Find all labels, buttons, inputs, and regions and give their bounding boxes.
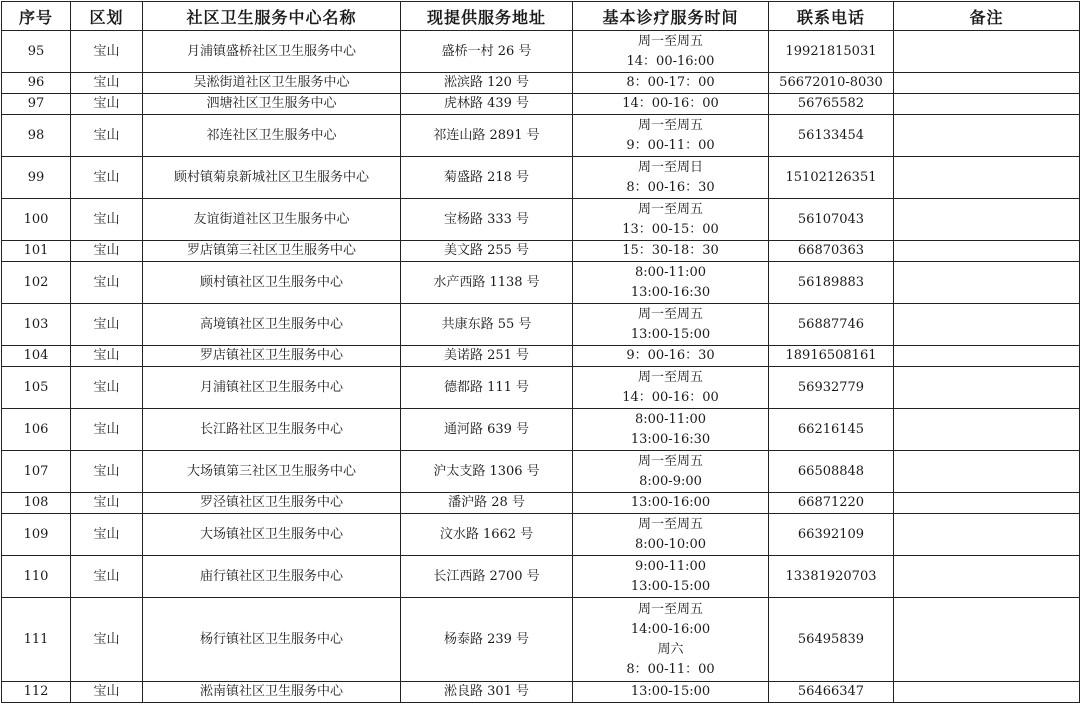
- cell-note: [894, 493, 1080, 514]
- cell-phone: 66870363: [769, 241, 894, 262]
- cell-phone: 66392109: [769, 514, 894, 556]
- hours-line: 13:00-16:30: [630, 284, 711, 300]
- cell-district: 宝山: [71, 367, 143, 409]
- cell-note: [894, 31, 1080, 73]
- cell-hours: [573, 31, 769, 73]
- cell-address: 潘沪路 28 号: [401, 493, 573, 514]
- cell-district: 宝山: [71, 199, 143, 241]
- hours-line: 周一至周五: [637, 453, 703, 469]
- cell-address: 祁连山路 2891 号: [401, 115, 573, 157]
- table-row: [2, 241, 1080, 262]
- cell-name: 罗店镇社区卫生服务中心: [143, 346, 401, 367]
- cell-name: 淞南镇社区卫生服务中心: [143, 682, 401, 703]
- cell-note: [894, 262, 1080, 304]
- cell-hours: [573, 451, 769, 493]
- table-row: [2, 556, 1080, 598]
- hours-line: 13:00-15:00: [630, 684, 711, 699]
- hours-line: 8：00-16：30: [626, 179, 715, 195]
- hours-line: 周一至周五: [637, 601, 703, 617]
- cell-address: 美文路 255 号: [401, 241, 573, 262]
- cell-hours: [573, 409, 769, 451]
- hours-line: 周一至周五: [637, 201, 703, 217]
- cell-phone: 15102126351: [769, 157, 894, 199]
- cell-phone: 56672010-8030: [769, 73, 894, 94]
- table-body: [2, 31, 1080, 703]
- cell-hours: [573, 367, 769, 409]
- hours-line: 8:00-10:00: [634, 536, 707, 552]
- header-address: 现提供服务地址: [401, 2, 573, 31]
- header-hours: 基本诊疗服务时间: [573, 2, 769, 31]
- cell-no: 108: [2, 493, 71, 514]
- cell-note: [894, 451, 1080, 493]
- cell-district: 宝山: [71, 115, 143, 157]
- table-row: [2, 262, 1080, 304]
- cell-phone: 56107043: [769, 199, 894, 241]
- table-row: [2, 157, 1080, 199]
- hours-line: 周一至周五: [637, 33, 703, 49]
- hours-line: 13:00-15:00: [630, 578, 711, 594]
- cell-name: 杨行镇社区卫生服务中心: [143, 598, 401, 682]
- hours-line: 8：00-17：00: [626, 75, 715, 90]
- cell-note: [894, 157, 1080, 199]
- hours-line: 13:00-15:00: [630, 326, 711, 342]
- cell-no: 96: [2, 73, 71, 94]
- cell-note: [894, 556, 1080, 598]
- cell-no: 110: [2, 556, 71, 598]
- cell-district: 宝山: [71, 556, 143, 598]
- cell-phone: 18916508161: [769, 346, 894, 367]
- header-district: 区划: [71, 2, 143, 31]
- cell-phone: 66216145: [769, 409, 894, 451]
- cell-no: 112: [2, 682, 71, 703]
- header-row: [2, 2, 1080, 31]
- cell-phone: 13381920703: [769, 556, 894, 598]
- cell-phone: 56133454: [769, 115, 894, 157]
- cell-note: [894, 346, 1080, 367]
- cell-name: 友谊街道社区卫生服务中心: [143, 199, 401, 241]
- cell-address: 菊盛路 218 号: [401, 157, 573, 199]
- cell-note: [894, 367, 1080, 409]
- cell-hours: [573, 598, 769, 682]
- cell-note: [894, 241, 1080, 262]
- table-row: [2, 409, 1080, 451]
- cell-name: 长江路社区卫生服务中心: [143, 409, 401, 451]
- cell-district: 宝山: [71, 682, 143, 703]
- cell-district: 宝山: [71, 241, 143, 262]
- cell-name: 庙行镇社区卫生服务中心: [143, 556, 401, 598]
- hours-line: 周六: [657, 641, 684, 657]
- table-row: [2, 598, 1080, 682]
- cell-address: 长江西路 2700 号: [401, 556, 573, 598]
- cell-no: 97: [2, 94, 71, 115]
- cell-district: 宝山: [71, 514, 143, 556]
- hours-line: 8：00-11：00: [626, 661, 715, 677]
- hours-line: 周一至周五: [637, 516, 703, 532]
- hours-line: 9:00-11:00: [634, 558, 707, 574]
- cell-hours: [573, 304, 769, 346]
- hours-line: 周一至周五: [637, 306, 703, 322]
- cell-hours: [573, 73, 769, 94]
- cell-hours: [573, 682, 769, 703]
- cell-no: 105: [2, 367, 71, 409]
- hours-line: 14:00-16:00: [630, 621, 711, 637]
- cell-no: 102: [2, 262, 71, 304]
- cell-address: 虎林路 439 号: [401, 94, 573, 115]
- cell-district: 宝山: [71, 73, 143, 94]
- cell-district: 宝山: [71, 598, 143, 682]
- cell-address: 汶水路 1662 号: [401, 514, 573, 556]
- cell-address: 淞良路 301 号: [401, 682, 573, 703]
- hours-line: 15：30-18：30: [622, 243, 719, 258]
- cell-address: 共康东路 55 号: [401, 304, 573, 346]
- cell-hours: [573, 514, 769, 556]
- cell-phone: 56932779: [769, 367, 894, 409]
- cell-name: 大场镇第三社区卫生服务中心: [143, 451, 401, 493]
- cell-phone: 56887746: [769, 304, 894, 346]
- hours-line: 8:00-11:00: [634, 411, 707, 427]
- cell-phone: 56495839: [769, 598, 894, 682]
- cell-name: 泗塘社区卫生服务中心: [143, 94, 401, 115]
- cell-district: 宝山: [71, 31, 143, 73]
- cell-phone: 56466347: [769, 682, 894, 703]
- cell-hours: [573, 262, 769, 304]
- cell-hours: [573, 94, 769, 115]
- header-phone: 联系电话: [769, 2, 894, 31]
- hours-line: 周一至周五: [637, 117, 703, 133]
- cell-hours: [573, 493, 769, 514]
- cell-address: 水产西路 1138 号: [401, 262, 573, 304]
- cell-note: [894, 94, 1080, 115]
- hours-line: 14：00-16:00: [626, 53, 715, 69]
- table-row: [2, 304, 1080, 346]
- cell-hours: [573, 199, 769, 241]
- cell-name: 吴淞街道社区卫生服务中心: [143, 73, 401, 94]
- cell-address: 通河路 639 号: [401, 409, 573, 451]
- header-note: 备注: [894, 2, 1080, 31]
- cell-note: [894, 598, 1080, 682]
- table-row: [2, 451, 1080, 493]
- table-row: [2, 94, 1080, 115]
- cell-note: [894, 73, 1080, 94]
- cell-no: 107: [2, 451, 71, 493]
- header-no: 序号: [2, 2, 71, 31]
- cell-no: 100: [2, 199, 71, 241]
- cell-no: 95: [2, 31, 71, 73]
- table-row: [2, 493, 1080, 514]
- hours-line: 9：00-16：30: [626, 348, 715, 363]
- cell-district: 宝山: [71, 304, 143, 346]
- cell-note: [894, 409, 1080, 451]
- cell-address: 淞滨路 120 号: [401, 73, 573, 94]
- cell-note: [894, 115, 1080, 157]
- cell-no: 99: [2, 157, 71, 199]
- cell-district: 宝山: [71, 451, 143, 493]
- table-row: [2, 199, 1080, 241]
- table-row: [2, 346, 1080, 367]
- cell-name: 顾村镇社区卫生服务中心: [143, 262, 401, 304]
- table-row: [2, 115, 1080, 157]
- cell-name: 月浦镇社区卫生服务中心: [143, 367, 401, 409]
- hours-line: 8:00-9:00: [639, 473, 702, 489]
- cell-name: 大场镇社区卫生服务中心: [143, 514, 401, 556]
- cell-phone: 66508848: [769, 451, 894, 493]
- cell-note: [894, 199, 1080, 241]
- cell-no: 98: [2, 115, 71, 157]
- hours-line: 14：00-16：00: [622, 389, 719, 405]
- cell-no: 111: [2, 598, 71, 682]
- cell-hours: [573, 115, 769, 157]
- cell-no: 103: [2, 304, 71, 346]
- cell-note: [894, 514, 1080, 556]
- hours-line: 9：00-11：00: [626, 137, 715, 153]
- cell-district: 宝山: [71, 94, 143, 115]
- cell-no: 101: [2, 241, 71, 262]
- cell-hours: [573, 157, 769, 199]
- header-name: 社区卫生服务中心名称: [143, 2, 401, 31]
- hours-line: 13:00-16:30: [630, 431, 711, 447]
- hours-line: 14：00-16：00: [622, 96, 719, 111]
- cell-district: 宝山: [71, 262, 143, 304]
- cell-name: 罗店镇第三社区卫生服务中心: [143, 241, 401, 262]
- cell-note: [894, 304, 1080, 346]
- cell-phone: 56189883: [769, 262, 894, 304]
- cell-address: 沪太支路 1306 号: [401, 451, 573, 493]
- cell-name: 顾村镇菊泉新城社区卫生服务中心: [143, 157, 401, 199]
- cell-district: 宝山: [71, 157, 143, 199]
- hours-line: 周一至周日: [637, 159, 703, 175]
- cell-name: 月浦镇盛桥社区卫生服务中心: [143, 31, 401, 73]
- cell-no: 109: [2, 514, 71, 556]
- table-row: [2, 682, 1080, 703]
- cell-hours: [573, 346, 769, 367]
- hours-line: 周一至周五: [637, 369, 703, 385]
- cell-no: 106: [2, 409, 71, 451]
- hours-line: 13:00-16:00: [630, 495, 711, 510]
- cell-address: 德都路 111 号: [401, 367, 573, 409]
- cell-name: 高境镇社区卫生服务中心: [143, 304, 401, 346]
- table-row: [2, 31, 1080, 73]
- cell-address: 宝杨路 333 号: [401, 199, 573, 241]
- cell-address: 杨泰路 239 号: [401, 598, 573, 682]
- cell-district: 宝山: [71, 493, 143, 514]
- table-row: [2, 73, 1080, 94]
- table-row: [2, 367, 1080, 409]
- cell-name: 祁连社区卫生服务中心: [143, 115, 401, 157]
- cell-note: [894, 682, 1080, 703]
- cell-name: 罗泾镇社区卫生服务中心: [143, 493, 401, 514]
- hours-line: 8:00-11:00: [634, 264, 707, 280]
- cell-phone: 66871220: [769, 493, 894, 514]
- cell-hours: [573, 241, 769, 262]
- cell-address: 盛桥一村 26 号: [401, 31, 573, 73]
- cell-no: 104: [2, 346, 71, 367]
- cell-hours: [573, 556, 769, 598]
- cell-district: 宝山: [71, 346, 143, 367]
- cell-address: 美诺路 251 号: [401, 346, 573, 367]
- cell-phone: 19921815031: [769, 31, 894, 73]
- table-row: [2, 514, 1080, 556]
- cell-phone: 56765582: [769, 94, 894, 115]
- hours-line: 13：00-15：00: [622, 221, 719, 237]
- cell-district: 宝山: [71, 409, 143, 451]
- health-center-table: [1, 1, 1080, 703]
